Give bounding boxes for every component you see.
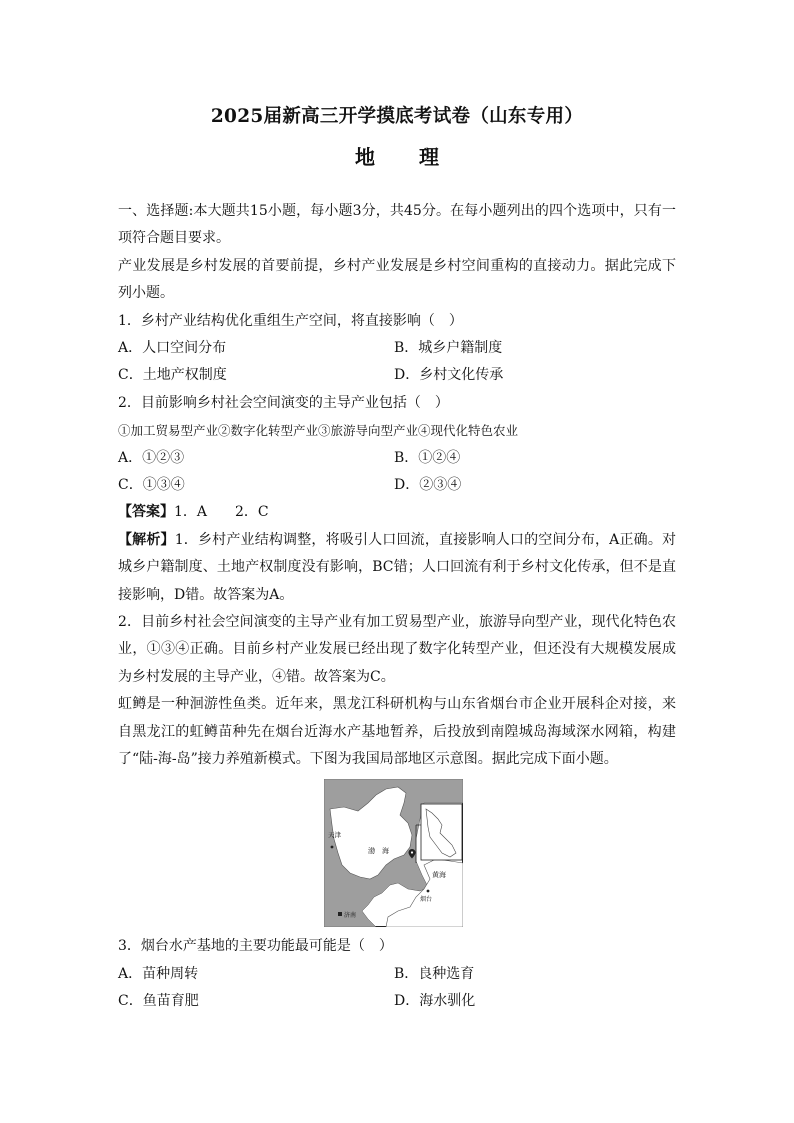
tianjin-marker xyxy=(331,846,334,849)
question-1-options-row2 xyxy=(118,362,676,389)
subject-title: 地理 xyxy=(355,145,483,169)
q2-option-a[interactable]: A．①②③ xyxy=(118,449,185,466)
analysis-label: 【解析】 xyxy=(118,531,175,548)
jinan-marker xyxy=(338,912,342,916)
q1-option-a[interactable]: A．人口空间分布 xyxy=(118,340,227,357)
question-3-options-row2 xyxy=(118,988,676,1015)
question-3-options-row1 xyxy=(118,961,676,988)
q1-option-c[interactable]: C．土地产权制度 xyxy=(118,367,227,384)
label-jinan: 济南 xyxy=(344,912,357,920)
label-huanghai: 黄海 xyxy=(432,871,446,880)
q1-option-b[interactable]: B．城乡户籍制度 xyxy=(394,340,503,357)
map-inset xyxy=(421,804,462,860)
analysis-1-text: 1．乡村产业结构调整，将吸引人口回流，直接影响人口的空间分布，A正确。对城乡户籍制度、土地产权制度没有影响，BC错；人口回流有利于乡村文化传承，但不是直接影响，D错。故答案为A。 xyxy=(118,531,677,603)
answer-label: 【答案】 xyxy=(118,504,174,521)
q3-option-c[interactable]: C．鱼苗育肥 xyxy=(118,993,199,1010)
exam-content xyxy=(118,198,676,1016)
region-map-figure xyxy=(324,779,463,927)
q3-option-b[interactable]: B．良种选育 xyxy=(394,965,475,982)
analysis-1 xyxy=(118,527,676,609)
question-2-items: ①加工贸易型产业②数字化转型产业③旅游导向型产业④现代化特色农业 xyxy=(118,423,519,439)
question-1: 1．乡村产业结构优化重组生产空间，将直接影响（ ） xyxy=(118,312,463,329)
analysis-2: 2．目前乡村社会空间演变的主导产业有加工贸易型产业，旅游导向型产业，现代化特色农业，①③④正确。目前乡村产业发展已经出现了数字化转型产业，但还没有大规模发展成为乡村发展的主导产业，④错。故答案为C。 xyxy=(118,614,676,685)
question-2-options-row1 xyxy=(118,445,676,472)
q2-option-c[interactable]: C．①③④ xyxy=(118,477,185,494)
question-2: 2．目前影响乡村社会空间演变的主导产业包括（ ） xyxy=(118,394,449,411)
question-1-options-row1 xyxy=(118,335,676,362)
label-yantai: 烟台 xyxy=(420,896,433,904)
q2-option-d[interactable]: D．②③④ xyxy=(394,477,462,494)
question-3: 3．烟台水产基地的主要功能最可能是（ ） xyxy=(118,938,393,955)
group1-stem: 产业发展是乡村发展的首要前提，乡村产业发展是乡村空间重构的直接动力。据此完成下列小题。 xyxy=(118,257,676,302)
exam-title: 2025届新高三开学摸底考试卷（山东专用） xyxy=(210,106,584,127)
question-2-options-row2 xyxy=(118,472,676,499)
answer-line xyxy=(118,499,676,526)
q2-option-b[interactable]: B．①②④ xyxy=(394,449,461,466)
q3-option-a[interactable]: A．苗种周转 xyxy=(118,965,199,982)
label-bohai: 渤 海 xyxy=(368,847,389,856)
yantai-marker xyxy=(427,890,430,893)
q1-option-d[interactable]: D．乡村文化传承 xyxy=(394,367,504,384)
label-tianjin: 天津 xyxy=(328,831,341,840)
region-map xyxy=(324,779,463,927)
q3-option-d[interactable]: D．海水驯化 xyxy=(394,993,476,1010)
answer-text: 1．A 2．C xyxy=(174,504,269,521)
section-intro: 一、选择题:本大题共15小题，每小题3分，共45分。在每小题列出的四个选项中，只有一项符合题目要求。 xyxy=(118,203,676,247)
group2-stem: 虹鳟是一种洄游性鱼类。近年来，黑龙江科研机构与山东省烟台市企业开展科企对接，来自黑龙江的虹鳟苗种先在烟台近海水产基地暂养，后投放到南隍城岛海域深水网箱，构建了“陆-海-岛”接力养殖新模式。下图为我国局部地区示意图。据此完成下面小题。 xyxy=(118,696,676,768)
